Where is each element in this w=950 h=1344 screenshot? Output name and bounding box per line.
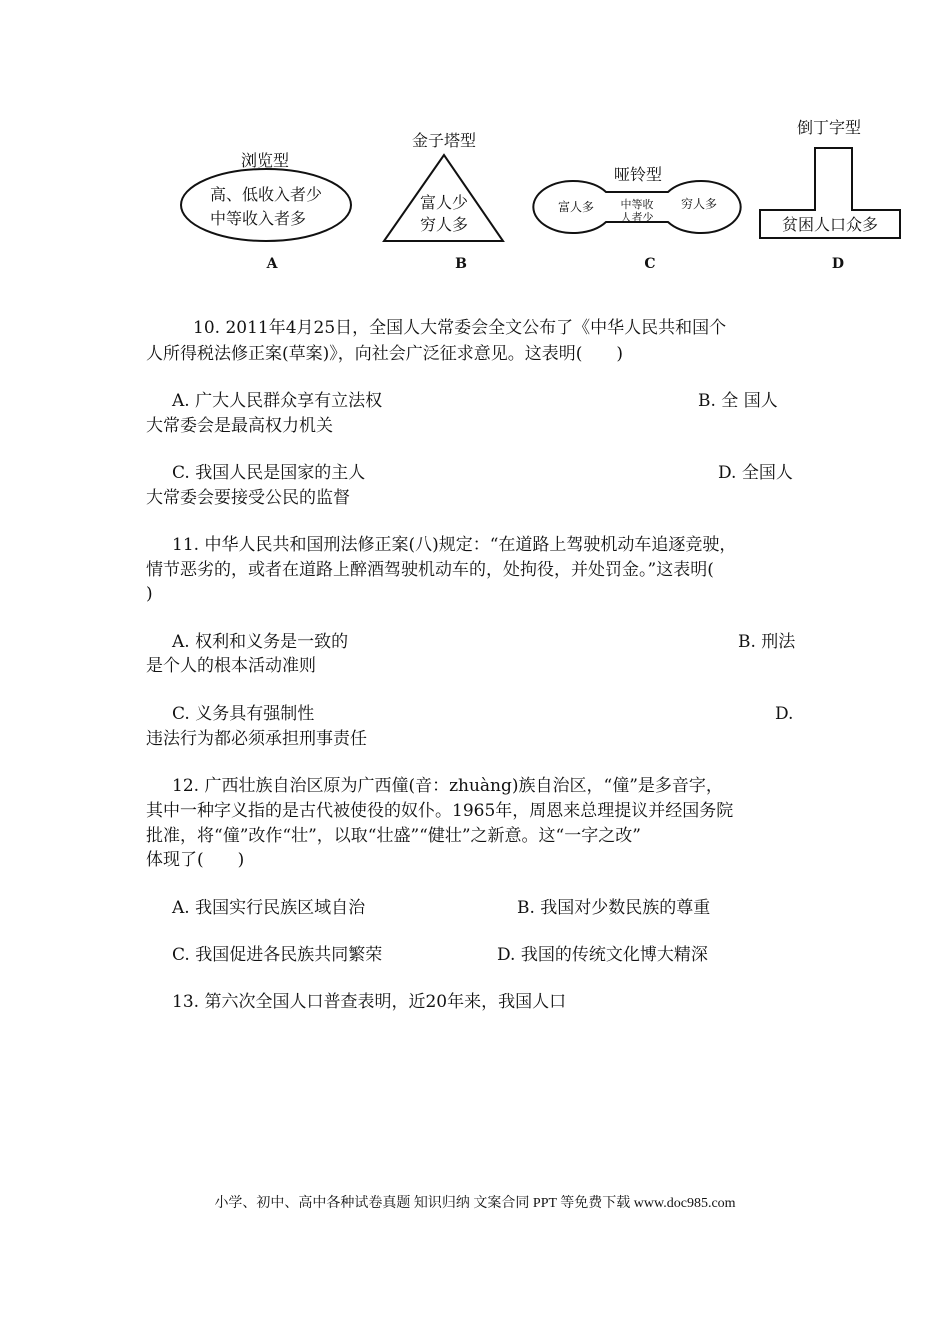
q12-stem-line2: 其中一种字义指的是古代被使役的奴仆。1965年，周恩来总理提议并经国务院 — [146, 801, 734, 821]
q11-option-b-part2: 是个人的根本活动准则 — [146, 656, 316, 676]
diagram-a-line1: 高、低收入者少 — [209, 185, 323, 204]
diagram-b-line1: 富人少 — [419, 193, 469, 212]
q10-option-d-part2: 大常委会要接受公民的监督 — [146, 488, 350, 508]
diagram-c-mid1: 中等收 — [620, 198, 654, 211]
q12-option-b: B. 我国对少数民族的尊重 — [517, 898, 711, 918]
diagram-c-left: 富人多 — [557, 200, 595, 214]
q10-stem-line1: 10. 2011年4月25日，全国人大常委会全文公布了《中华人民共和国个 — [193, 318, 727, 338]
q11-option-a: A. 权利和义务是一致的 — [172, 632, 349, 652]
q11-option-b-part1: B. 刑法 — [738, 632, 796, 652]
income-distribution-diagram — [0, 100, 950, 280]
q11-stem-line3: ) — [146, 584, 153, 604]
q12-option-d: D. 我国的传统文化博大精深 — [497, 945, 708, 965]
diagram-d-title: 倒丁字型 — [796, 118, 862, 137]
diagram-a-letter: A — [266, 256, 278, 272]
diagram-c-mid2: 人者少 — [620, 211, 654, 224]
q12-stem-line1: 12. 广西壮族自治区原为广西僮(音：zhuàng)族自治区，“僮”是多音字， — [172, 776, 723, 796]
page-footer: 小学、初中、高中各种试卷真题 知识归纳 文案合同 PPT 等免费下载 www.doc985.com — [214, 1196, 736, 1211]
q13-stem-line1: 13. 第六次全国人口普查表明，近20年来，我国人口 — [172, 992, 567, 1012]
diagram-a-line2: 中等收入者多 — [209, 209, 307, 228]
diagram-b-letter: B — [455, 256, 467, 272]
q10-option-c: C. 我国人民是国家的主人 — [172, 463, 366, 483]
diagram-a-ellipse — [181, 169, 351, 241]
q10-stem-line2: 人所得税法修正案(草案)》，向社会广泛征求意见。这表明( ) — [146, 344, 624, 364]
diagram-a-title: 浏览型 — [240, 151, 290, 170]
q12-option-c: C. 我国促进各民族共同繁荣 — [172, 945, 383, 965]
q12-option-a: A. 我国实行民族区域自治 — [172, 898, 366, 918]
diagram-d-base: 贫困人口众多 — [781, 215, 879, 234]
q12-stem-line3: 批准，将“僮”改作“壮”，以取“壮盛”“健壮”之新意。这“一字之改” — [146, 826, 641, 846]
diagram-d-letter: D — [831, 256, 845, 272]
q10-option-b-part2: 大常委会是最高权力机关 — [146, 416, 333, 436]
q11-stem-line1: 11. 中华人民共和国刑法修正案(八)规定：“在道路上驾驶机动车追逐竞驶， — [172, 535, 737, 555]
q10-option-b-part1: B. 全 国人 — [698, 391, 778, 411]
diagram-b-title: 金子塔型 — [411, 131, 477, 150]
diagram-c-title: 哑铃型 — [613, 165, 663, 184]
diagram-c-letter: C — [644, 256, 656, 272]
diagram-b-line2: 穷人多 — [419, 215, 469, 234]
diagram-c-right: 穷人多 — [680, 197, 718, 211]
q11-option-d-part2: 违法行为都必须承担刑事责任 — [146, 729, 367, 749]
q11-stem-line2: 情节恶劣的，或者在道路上醉酒驾驶机动车的，处拘役，并处罚金。”这表明( — [146, 560, 714, 580]
q11-option-d-part1: D. — [775, 704, 794, 724]
q12-stem-line4: 体现了( ) — [146, 850, 245, 870]
q10-option-a: A. 广大人民群众享有立法权 — [172, 391, 383, 411]
q11-option-c: C. 义务具有强制性 — [172, 704, 315, 724]
q10-option-d-part1: D. 全国人 — [718, 463, 793, 483]
